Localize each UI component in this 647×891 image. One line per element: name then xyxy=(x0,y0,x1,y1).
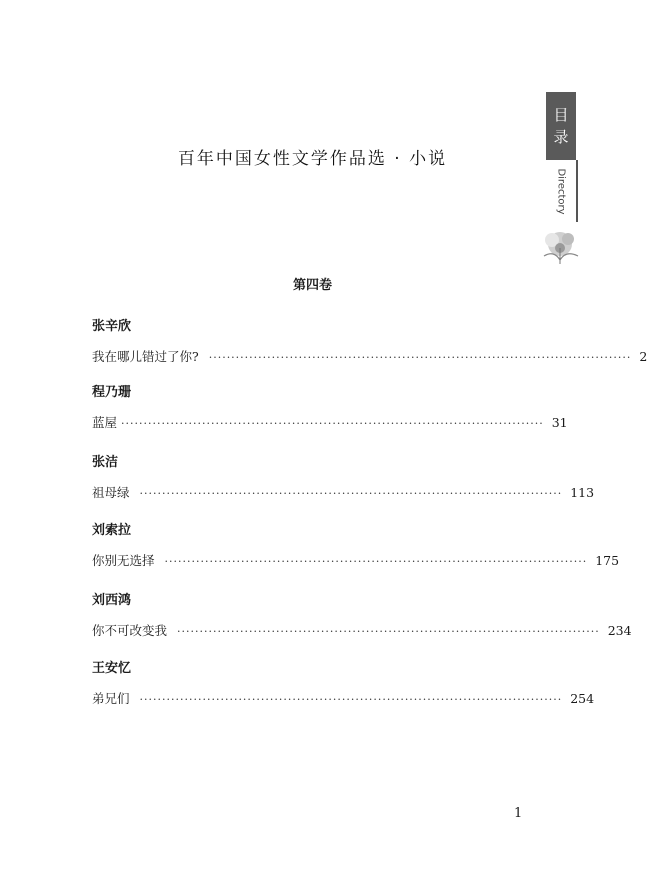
toc-author: 程乃珊 xyxy=(92,385,132,400)
toc-author: 刘西鸿 xyxy=(92,593,132,608)
toc-work-title: 你别无选择 xyxy=(92,553,155,568)
directory-tab xyxy=(546,92,576,160)
toc-page-number: 113 xyxy=(570,485,595,500)
directory-tab-char-2: 录 xyxy=(553,128,569,146)
toc-work-title: 我在哪儿错过了你? xyxy=(92,349,199,364)
toc-page-number: 175 xyxy=(595,553,620,568)
toc-leader-dots: ······························································································ xyxy=(208,351,632,364)
toc-page-number: 234 xyxy=(607,623,632,638)
toc-work-title: 弟兄们 xyxy=(92,691,130,706)
toc-work-line[interactable] xyxy=(92,414,568,432)
book-title: 百年中国女性文学作品选 · 小说 xyxy=(177,149,448,169)
toc-work-title: 你不可改变我 xyxy=(92,623,168,638)
toc-leader-dots: ······························································································ xyxy=(139,693,563,706)
page-number: 1 xyxy=(514,806,523,821)
toc-leader-dots: ······························································································ xyxy=(164,555,588,568)
toc-work-line[interactable] xyxy=(92,348,647,366)
directory-tab-char-1: 目 xyxy=(553,106,569,124)
flower-ornament-icon xyxy=(538,226,584,266)
toc-work-title: 祖母绿 xyxy=(92,485,130,500)
toc-leader-dots: ······························································································ xyxy=(121,417,544,430)
toc-work-title: 蓝屋 xyxy=(92,415,118,430)
volume-heading: 第四卷 xyxy=(292,278,332,293)
toc-author: 刘索拉 xyxy=(92,523,132,538)
toc-entry xyxy=(92,592,632,640)
toc-author: 张洁 xyxy=(92,455,119,470)
toc-entry xyxy=(92,522,620,570)
toc-entry xyxy=(92,660,595,708)
toc-leader-dots: ······························································································ xyxy=(177,625,600,638)
toc-entry xyxy=(92,384,568,432)
toc-work-line[interactable] xyxy=(92,622,632,640)
toc-work-line[interactable] xyxy=(92,690,595,708)
directory-english-label: Directory xyxy=(555,167,567,215)
toc-page-number: 31 xyxy=(551,415,568,430)
toc-work-line[interactable] xyxy=(92,484,595,502)
toc-work-line[interactable] xyxy=(92,552,620,570)
toc-entry xyxy=(92,318,647,366)
toc-page-number: 2 xyxy=(639,349,647,364)
toc-author: 张辛欣 xyxy=(92,319,132,334)
toc-entry xyxy=(92,454,595,502)
toc-leader-dots: ······························································································ xyxy=(139,487,563,500)
toc-author: 王安忆 xyxy=(92,661,132,676)
toc-page-number: 254 xyxy=(570,691,595,706)
directory-label xyxy=(546,160,578,222)
